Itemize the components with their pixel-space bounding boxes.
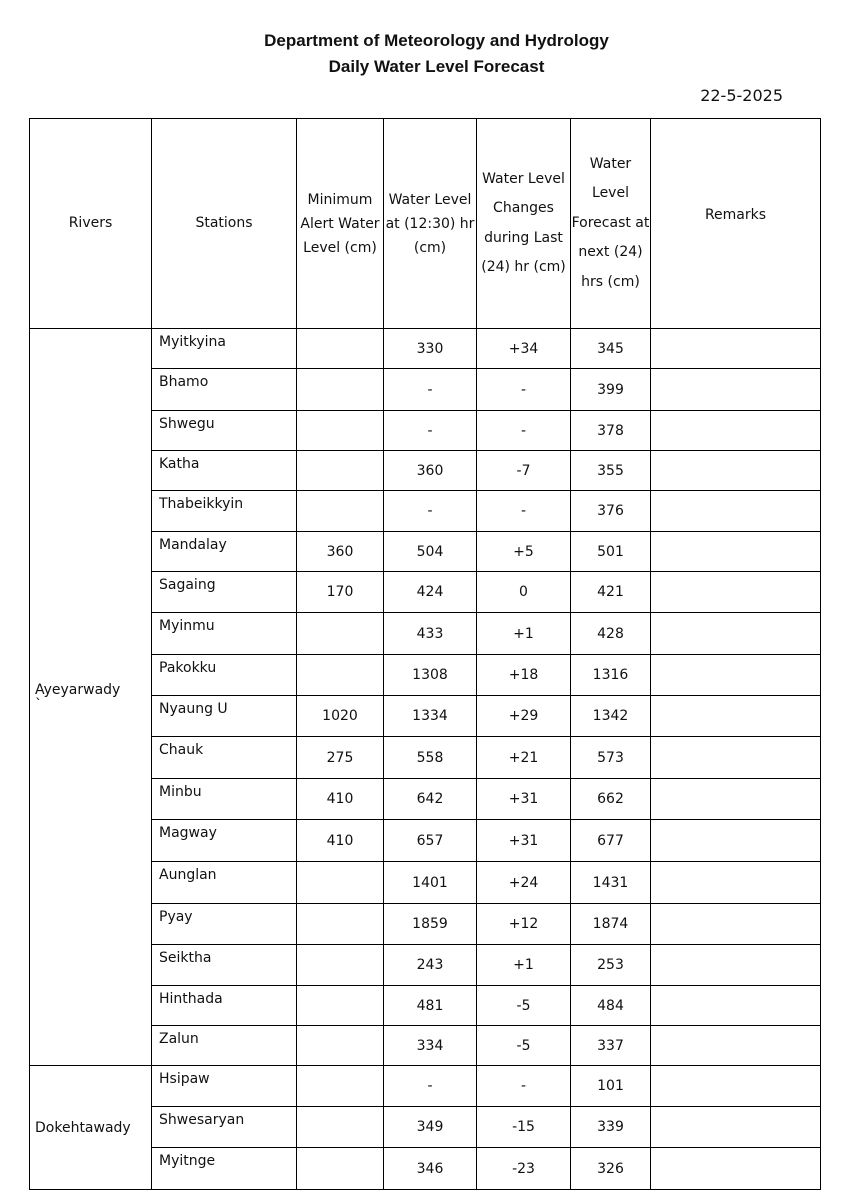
min-alert-level [297, 904, 384, 945]
water-level: 1859 [384, 904, 477, 945]
remarks [651, 1066, 821, 1107]
min-alert-level: 275 [297, 737, 384, 779]
min-alert-level [297, 655, 384, 696]
header-stations: Stations [152, 119, 297, 329]
forecast-level: 1874 [571, 904, 651, 945]
station-name: Aunglan [152, 862, 297, 904]
remarks [651, 613, 821, 655]
water-level-table [29, 118, 821, 1190]
remarks [651, 1148, 821, 1190]
water-level: 360 [384, 451, 477, 491]
forecast-level: 662 [571, 779, 651, 820]
water-level: 504 [384, 532, 477, 572]
min-alert-level [297, 1026, 384, 1066]
remarks [651, 411, 821, 451]
station-name: Seiktha [152, 945, 297, 986]
forecast-level: 399 [571, 369, 651, 411]
station-name: Minbu [152, 779, 297, 820]
water-level: - [384, 369, 477, 411]
level-change: 0 [477, 572, 571, 613]
level-change: - [477, 1066, 571, 1107]
forecast-level: 345 [571, 329, 651, 369]
river-name: Dokehtawady [35, 1119, 131, 1136]
forecast-level: 355 [571, 451, 651, 491]
forecast-level: 337 [571, 1026, 651, 1066]
table-row [30, 329, 821, 369]
river-name: Ayeyarwady [35, 682, 121, 698]
level-change: - [477, 491, 571, 532]
min-alert-level [297, 329, 384, 369]
level-change: +12 [477, 904, 571, 945]
min-alert-level [297, 1066, 384, 1107]
forecast-level: 1316 [571, 655, 651, 696]
station-name: Mandalay [152, 532, 297, 572]
min-alert-level [297, 491, 384, 532]
water-level: 657 [384, 820, 477, 862]
header-water-level: Water Level at (12:30) hr (cm) [384, 119, 477, 329]
water-level: 334 [384, 1026, 477, 1066]
water-level: - [384, 491, 477, 532]
station-name: Hinthada [152, 986, 297, 1026]
station-name: Zalun [152, 1026, 297, 1066]
table-header-row [30, 119, 821, 329]
station-name: Myitkyina [152, 329, 297, 369]
forecast-level: 421 [571, 572, 651, 613]
water-level: 243 [384, 945, 477, 986]
forecast-level: 1431 [571, 862, 651, 904]
remarks [651, 329, 821, 369]
min-alert-level: 170 [297, 572, 384, 613]
document-title: Department of Meteorology and Hydrology [264, 31, 609, 50]
river-mark: ` [35, 697, 42, 713]
remarks [651, 491, 821, 532]
remarks [651, 986, 821, 1026]
forecast-level: 378 [571, 411, 651, 451]
min-alert-level [297, 1148, 384, 1190]
water-level: 1334 [384, 696, 477, 737]
forecast-level: 326 [571, 1148, 651, 1190]
min-alert-level: 410 [297, 779, 384, 820]
level-change: -5 [477, 986, 571, 1026]
station-name: Chauk [152, 737, 297, 779]
level-change: +5 [477, 532, 571, 572]
min-alert-level [297, 862, 384, 904]
forecast-level: 573 [571, 737, 651, 779]
min-alert-level [297, 1107, 384, 1148]
remarks [651, 1107, 821, 1148]
river-name-cell [30, 1066, 152, 1190]
min-alert-level: 1020 [297, 696, 384, 737]
level-change: -15 [477, 1107, 571, 1148]
station-name: Shwegu [152, 411, 297, 451]
remarks [651, 572, 821, 613]
forecast-level: 101 [571, 1066, 651, 1107]
level-change: -23 [477, 1148, 571, 1190]
remarks [651, 1026, 821, 1066]
level-change: +31 [477, 779, 571, 820]
min-alert-level: 410 [297, 820, 384, 862]
level-change: +21 [477, 737, 571, 779]
min-alert-level [297, 986, 384, 1026]
forecast-date: 22-5-2025 [700, 86, 783, 105]
remarks [651, 820, 821, 862]
table-row [30, 1066, 821, 1107]
header-remarks: Remarks [651, 119, 821, 329]
min-alert-level [297, 451, 384, 491]
forecast-level: 501 [571, 532, 651, 572]
min-alert-level [297, 945, 384, 986]
forecast-level: 376 [571, 491, 651, 532]
water-level: 481 [384, 986, 477, 1026]
station-name: Thabeikkyin [152, 491, 297, 532]
forecast-level: 428 [571, 613, 651, 655]
water-level: 558 [384, 737, 477, 779]
remarks [651, 862, 821, 904]
level-change: +1 [477, 945, 571, 986]
water-level: 330 [384, 329, 477, 369]
station-name: Katha [152, 451, 297, 491]
remarks [651, 451, 821, 491]
station-name: Sagaing [152, 572, 297, 613]
station-name: Bhamo [152, 369, 297, 411]
min-alert-level [297, 369, 384, 411]
level-change: +34 [477, 329, 571, 369]
min-alert-level: 360 [297, 532, 384, 572]
document-subtitle: Daily Water Level Forecast [328, 57, 545, 76]
station-name: Shwesaryan [152, 1107, 297, 1148]
header-rivers: Rivers [30, 119, 152, 329]
forecast-level: 339 [571, 1107, 651, 1148]
level-change: +31 [477, 820, 571, 862]
water-level: 1308 [384, 655, 477, 696]
level-change: - [477, 369, 571, 411]
remarks [651, 904, 821, 945]
station-name: Pyay [152, 904, 297, 945]
station-name: Myitnge [152, 1148, 297, 1190]
remarks [651, 779, 821, 820]
remarks [651, 945, 821, 986]
forecast-level: 677 [571, 820, 651, 862]
water-level: 433 [384, 613, 477, 655]
level-change: - [477, 411, 571, 451]
remarks [651, 696, 821, 737]
level-change: -7 [477, 451, 571, 491]
water-level: - [384, 411, 477, 451]
station-name: Nyaung U [152, 696, 297, 737]
forecast-level: 484 [571, 986, 651, 1026]
station-name: Myinmu [152, 613, 297, 655]
header-forecast: Water Level Forecast at next (24) hrs (cm) [571, 119, 651, 329]
water-level: 642 [384, 779, 477, 820]
water-level: 346 [384, 1148, 477, 1190]
water-level: 349 [384, 1107, 477, 1148]
station-name: Hsipaw [152, 1066, 297, 1107]
level-change: +24 [477, 862, 571, 904]
header-min-alert-level: Minimum Alert Water Level (cm) [297, 119, 384, 329]
remarks [651, 532, 821, 572]
remarks [651, 655, 821, 696]
station-name: Magway [152, 820, 297, 862]
min-alert-level [297, 411, 384, 451]
min-alert-level [297, 613, 384, 655]
forecast-level: 253 [571, 945, 651, 986]
remarks [651, 737, 821, 779]
station-name: Pakokku [152, 655, 297, 696]
table-body [30, 329, 821, 1190]
forecast-level: 1342 [571, 696, 651, 737]
level-change: -5 [477, 1026, 571, 1066]
level-change: +1 [477, 613, 571, 655]
level-change: +18 [477, 655, 571, 696]
header-level-changes: Water Level Changes during Last (24) hr (cm) [477, 119, 571, 329]
water-level: 1401 [384, 862, 477, 904]
water-level: - [384, 1066, 477, 1107]
level-change: +29 [477, 696, 571, 737]
remarks [651, 369, 821, 411]
river-name-cell [30, 329, 152, 1066]
water-level: 424 [384, 572, 477, 613]
